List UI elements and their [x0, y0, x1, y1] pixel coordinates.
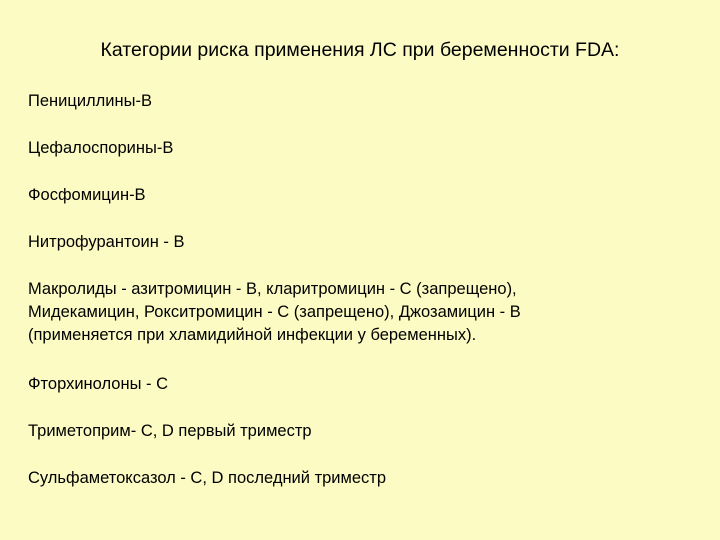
list-item-penicillins: Пенициллины-В [28, 92, 152, 110]
list-item-fosfomycin: Фосфомицин-В [28, 186, 146, 204]
spacer [28, 113, 688, 137]
list-item-cephalosporins: Цефалоспорины-В [28, 139, 174, 157]
list-item-fluoroquinolones: Фторхинолоны - С [28, 375, 169, 393]
risk-category-list [28, 90, 688, 490]
slide-title: Категории риска применения ЛС при беременности FDA: [100, 39, 620, 61]
list-item-macrolides: Макролиды - азитромицин - В, кларитромицин - С (запрещено), Мидекамицин, Рокситромицин - С (запрещено), Джозамицин - В (применяется при хламидийной инфекции у беременных). [28, 280, 521, 344]
spacer [28, 443, 688, 467]
list-item-nitrofurantoin: Нитрофурантоин - В [28, 233, 185, 251]
spacer [28, 347, 688, 373]
spacer [28, 207, 688, 231]
list-item-trimethoprim: Триметоприм- С, D первый триместр [28, 422, 312, 440]
spacer [28, 396, 688, 420]
spacer [28, 160, 688, 184]
spacer [28, 254, 688, 278]
list-item-sulfamethoxazole: Сульфаметоксазол - С, D последний триместр [28, 469, 387, 487]
